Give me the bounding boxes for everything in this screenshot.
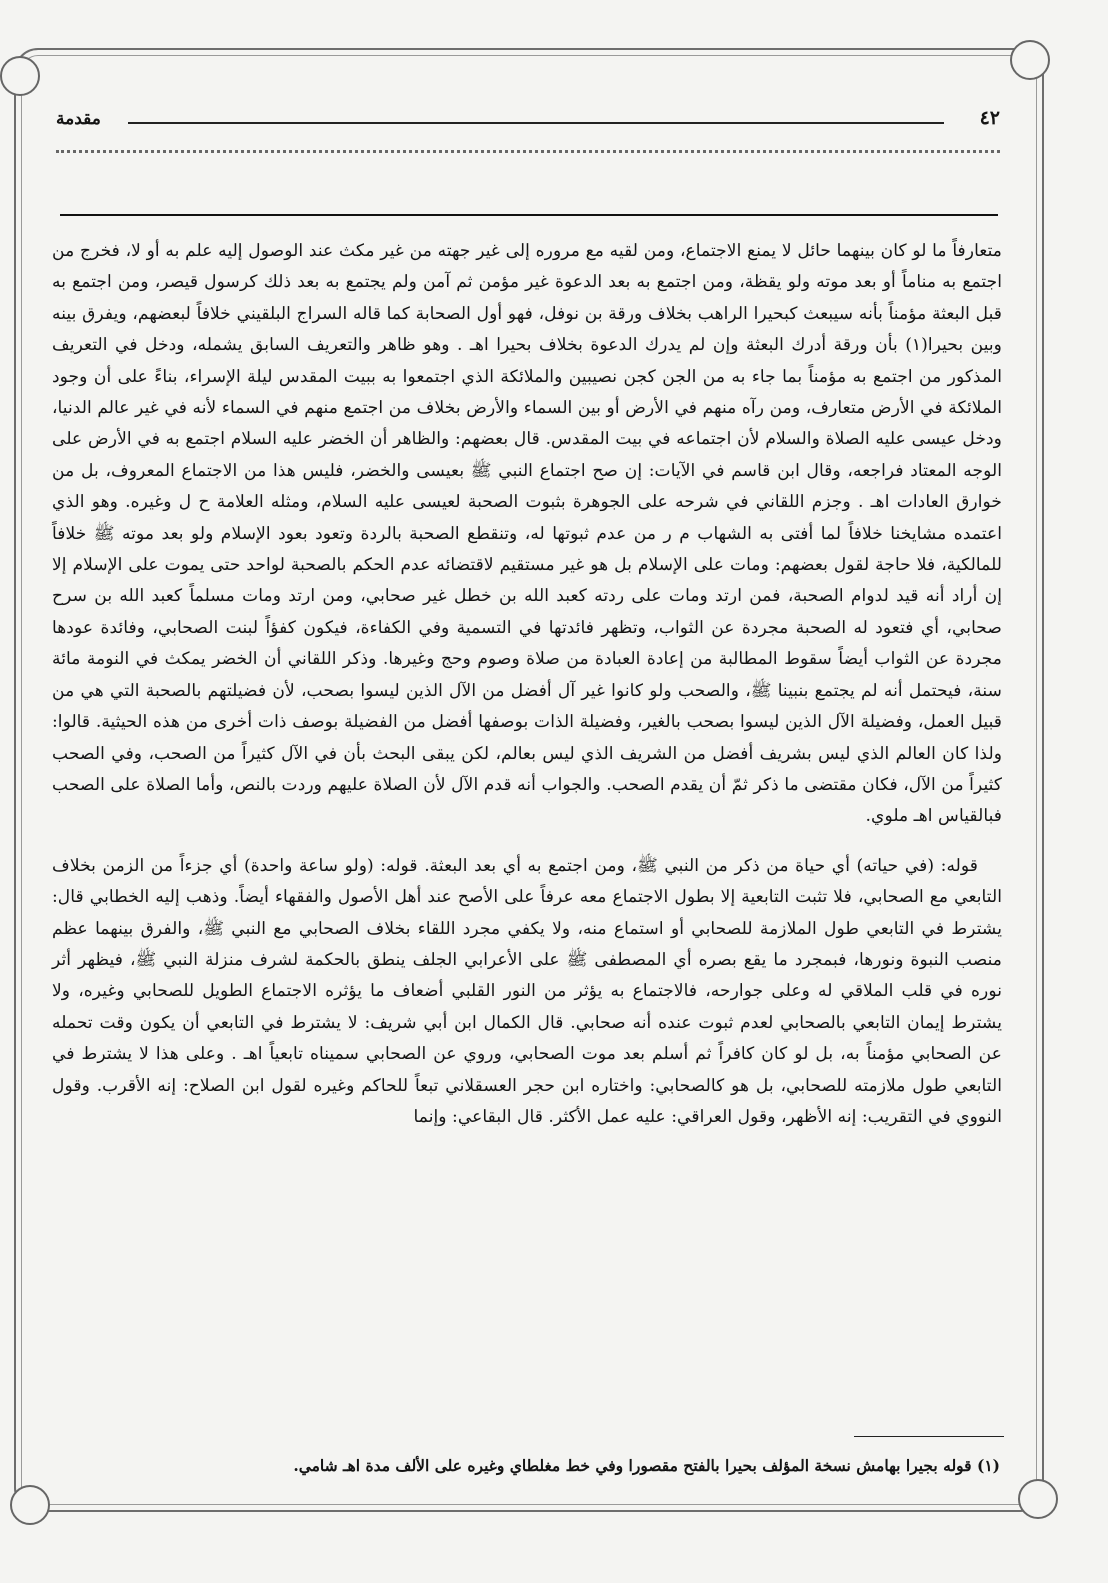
paragraph: متعارفاً ما لو كان بينهما حائل لا يمنع الاجتماع، ومن لقيه مع مروره إلى غير جهته من غير مكث عند الوصول إليه علم به أو لا، فخرج من اجتمع به مناماً أو بعد موته ولو يقظة، ومن اجتمع به بعد الدعوة غير مؤمن ثم آمن ولم يجتمع به بعد ذلك كرسول قيصر، ومن اجتمع به قبل البعثة مؤمناً بأنه سيبعث كبحيرا الراهب بخلاف ورقة بن نوفل، فهو أول الصحابة كما قاله السراج البلقيني خلافاً لبعضهم، ويفرق بينه وبين بحيرا(١) بأن ورقة أدرك البعثة وإن لم يدرك الدعوة بخلاف بحيرا اهـ . وهو ظاهر والتعريف السابق يشمله، ودخل في التعريف المذكور من اجتمع به مؤمناً بما جاء به من الجن كجن نصيبين والملائكة الذي اجتمعوا به ببيت المقدس ليلة الإسراء، بناءً على أن وجود الملائكة في الأرض متعارف، ومن رآه منهم في الأرض أو بين السماء والأرض بخلاف من اجتمع منهم في السماء لأنه في غير عالم الدنيا، ودخل عيسى عليه الصلاة والسلام لأن اجتماعه في بيت المقدس. قال بعضهم: والظاهر أن الخضر عليه السلام اجتمع به في الأرض على الوجه المعتاد فراجعه، وقال ابن قاسم في الآيات: إن صح اجتماع النبي ﷺ بعيسى والخضر، فليس هذا من الاجتماع المعروف، بل من خوارق العادات اهـ . وجزم اللقاني في شرحه على الجوهرة بثبوت الصحبة لعيسى عليه السلام، ومثله العلامة ح ل وغيره. وهو الذي اعتمده مشايخنا خلافاً لما أفتى به الشهاب م ر من عدم ثبوتها له، وتنقطع الصحبة بالردة وتعود بعود الإسلام ولو بعد موته ﷺ خلافاً للمالكية، فلا حاجة لقول بعضهم: ومات على الإسلام بل هو غير مستقيم لاقتضائه عدم الحكم بالصحبة لواحد حتى يموت على الإسلام إلا إن أراد أنه قيد لدوام الصحبة، فمن ارتد ومات على ردته كعبد الله بن خطل غير صحابي، ومن ارتد ومات مسلماً كعبد الله بن سرح صحابي، أي فتعود له الصحبة مجردة عن الثواب، وتظهر فائدتها في التسمية وفي الكفاءة، فيكون كفؤاً لبنت الصحابي، وفائدة عودها مجردة عن الثواب أيضاً سقوط المطالبة من إعادة العبادة من صلاة وصوم وحج وغيرها. وذكر اللقاني أن الخضر يمكث في النومة مائة سنة، فيحتمل أنه لم يجتمع بنبينا ﷺ، والصحب ولو كانوا غير آل أفضل من الآل الذين ليسوا بصحب، لأن فضيلتهم بالصحبة التي هي من قبيل العمل، وفضيلة الآل الذين ليسوا بصحب بالغير، وفضيلة الذات بوصفها أفضل من الفضيلة بوصف ذات أخرى من هذه الحيثية. قالوا: ولذا كان العالم الذي ليس بشريف أفضل من الشريف الذي ليس بعالم، لكن يبقى البحث بأن في الآل كثيراً من الصحب، وفي الصحب كثيراً من الآل، فكان مقتضى ما ذكر ثمّ أن يقدم الصحب. والجواب أنه قدم الآل لأن الصلاة عليهم وردت بالنص، وأما الصلاة على الصحب فبالقياس اهـ ملوي. (52, 241, 1002, 827)
page-header (56, 107, 1000, 141)
main-text (52, 236, 1002, 1133)
dotted-separator (56, 150, 1000, 165)
border-ornament-top-left (0, 56, 40, 96)
border-ornament-bottom-left (10, 1485, 50, 1525)
section-title: مقدمة (56, 109, 101, 129)
page-number: ٤٢ (979, 107, 1000, 129)
footnote-rule (854, 1436, 1004, 1437)
footnote: (١) قوله بجيرا بهامش نسخة المؤلف بحيرا بالفتح مقصورا وفي خط مغلطاي وغيره على الألف مدة اهـ شامي. (293, 1456, 1000, 1475)
text-top-rule (60, 214, 998, 216)
border-ornament-top-right (1010, 40, 1050, 80)
paragraph: قوله: (في حياته) أي حياة من ذكر من النبي ﷺ، ومن اجتمع به أي بعد البعثة. قوله: (ولو ساعة واحدة) أي جزءاً من الزمن بخلاف التابعي مع الصحابي، فلا تثبت التابعية إلا بطول الاجتماع معه عرفاً على الأصح عند أهل الأصول والفقهاء أيضاً. وذهب إليه الخطابي قال: يشترط في التابعي طول الملازمة للصحابي أو استماع منه، ولا يكفي مجرد اللقاء بخلاف الصحابي مع النبي ﷺ، والفرق بينهما عظم منصب النبوة ونورها، فبمجرد ما يقع بصره أي المصطفى ﷺ على الأعرابي الجلف ينطق بالحكمة لشرف منزلة النبي ﷺ، فيظهر أثر نوره في قلب الملاقي له وعلى جوارحه، فالاجتماع به يؤثر من النور القلبي أضعاف ما يؤثره الاجتماع الطويل للصحابي وغيره، ولا يشترط إيمان التابعي بالصحابي لعدم ثبوت عنده أنه صحابي. قال الكمال ابن أبي شريف: لا يشترط في التابعي أن يكون وقت تحمله عن الصحابي مؤمناً به، بل لو كان كافراً ثم أسلم بعد موت الصحابي، وروي عن الصحابي سميناه تابعياً اهـ . وعلى هذا لا يشترط في التابعي طول ملازمته للصحابي، بل هو كالصحابي: واختاره ابن حجر العسقلاني تبعاً للحاكم وغيره لقول ابن الصلاح: إنه الأقرب. وقول النووي في التقريب: إنه الأظهر، وقول العراقي: عليه عمل الأكثر. قال البقاعي: وإنما (52, 855, 1002, 1127)
header-rule (128, 122, 944, 124)
border-ornament-bottom-right (1018, 1479, 1058, 1519)
